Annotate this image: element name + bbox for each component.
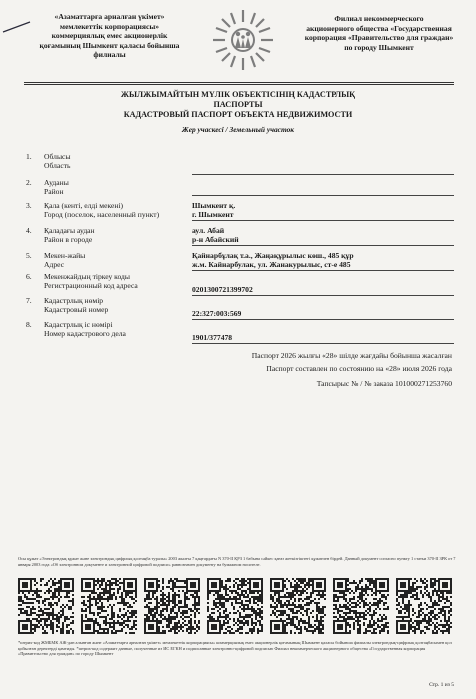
qr-code-icon xyxy=(18,578,74,634)
field-value-ru: г. Шымкент xyxy=(192,210,234,220)
field-value-ru: р-н Абайский xyxy=(192,235,239,245)
field-label-kz: Кадастрлық нөмір xyxy=(44,296,104,305)
header-left-org xyxy=(22,12,197,60)
row-number: 4. xyxy=(26,226,32,235)
row-number: 5. xyxy=(26,251,32,260)
field-underline xyxy=(192,319,454,320)
field-value-kz: Қайнарбұлақ т.а., Жаңақұрылыс көш., 485 құр xyxy=(192,251,354,260)
field-value-kz: аул. Абай xyxy=(192,226,225,235)
header-left-line: «Азаматтарға арналған үкімет» xyxy=(54,12,165,21)
field-underline xyxy=(192,245,454,246)
field-label-kz: Мекенжайдың тіркеу коды xyxy=(44,272,131,281)
field-label-ru: Номер кадастрового дела xyxy=(44,329,126,339)
field-label xyxy=(44,226,95,245)
field-label-ru: Район xyxy=(44,187,64,197)
qr-code-icon xyxy=(270,578,326,634)
header-divider xyxy=(24,84,454,85)
field-value xyxy=(192,201,235,220)
field-value xyxy=(192,251,354,270)
document-title xyxy=(60,90,416,120)
field-value-ru: ж.м. Кайнарбулак, ул. Жанакурылыс, ст-е 485 xyxy=(192,260,351,270)
field-underline xyxy=(192,220,454,221)
qr-code-icon xyxy=(144,578,200,634)
field-underline xyxy=(192,195,454,196)
title-line-kz: ЖЫЛЖЫМАЙТЫН МҮЛІК ОБЪЕКТІСІНІҢ КАДАСТРЛЫҚ xyxy=(120,90,356,99)
field-label-kz: Қаладағы аудан xyxy=(44,226,95,235)
order-number: Тапсырыс № / № заказа 101000271253760 xyxy=(316,379,452,388)
barcode-note: *штрих-код ЖМБМК АЖ-дан алынған және «Азаматтарға арналған үкімет» мемлекеттік корпорациясы» коммерциялық емес акционерлік қоғамының Шымкент қаласы бойынша филиалы электрондық-цифрлық қолтаңбасымен қол қойылған деректерді қамтиды. *штрих-код содержит данные, полученные из ИС ЕГКН и подписанные электронно-цифровой подписью Филиал некоммерческого акционерного общества «Государственная корпорация «Правительство для граждан» по городу Шымкент xyxy=(18,640,452,657)
passport-date-kz: Паспорт 2026 жылғы «28» шілде жағдайы бойынша жасалған xyxy=(251,351,452,360)
government-for-citizens-logo-icon xyxy=(209,6,277,74)
passport-date-ru: Паспорт составлен по состоянию на «28» июля 2026 года xyxy=(266,364,452,373)
qr-code-icon xyxy=(207,578,263,634)
field-label-kz: Мекен-жайы xyxy=(44,251,86,260)
field-label xyxy=(44,272,138,291)
field-label-ru: Район в городе xyxy=(44,235,93,245)
header-right-line: корпорация «Правительство для граждан» xyxy=(304,33,454,43)
field-label xyxy=(44,178,69,197)
qr-code-icon xyxy=(333,578,389,634)
field-underline xyxy=(192,295,454,296)
row-number: 7. xyxy=(26,296,32,305)
row-number: 6. xyxy=(26,272,32,281)
field-label xyxy=(44,320,126,339)
field-value xyxy=(192,226,239,245)
field-value-kz: Шымкент қ. xyxy=(192,201,236,210)
field-label xyxy=(44,296,108,315)
field-underline xyxy=(192,343,454,344)
field-label-ru: Кадастровый номер xyxy=(44,305,109,315)
field-value-ru: 22:327:003:569 xyxy=(192,309,242,318)
field-label-ru: Область xyxy=(44,161,71,171)
field-label xyxy=(44,201,159,220)
field-label xyxy=(44,152,71,171)
header-right-line: Филиал некоммерческого xyxy=(334,14,424,23)
barcode-row xyxy=(18,578,458,636)
header-left-line: мемлекеттік корпорациясы» xyxy=(59,21,160,31)
field-label-kz: Облысы xyxy=(44,152,71,161)
field-label-ru: Регистрационный код адреса xyxy=(44,281,138,291)
header-left-line: қоғамының Шымкент қаласы бойынша xyxy=(39,40,180,50)
row-number: 3. xyxy=(26,201,32,210)
field-label-kz: Қала (кенті, елді мекені) xyxy=(44,201,124,210)
legal-note: Осы құжат «Электрондық құжат және электрондық цифрлық қолтаңба туралы» 2003 жылғы 7 қаңтардағы N 370-II ҚРЗ 1 бабына сәйкес қағаз жеткізгіштегі құжатпен бірдей. Данный документ согласно пункту 1 статьи 370-II ЗРК от 7 января 2003 года «Об электронном документе и электронной цифровой подписи» равнозначен документу на бумажном носителе. xyxy=(18,556,456,567)
header-divider xyxy=(24,82,454,83)
row-number: 1. xyxy=(26,152,32,161)
field-label-ru: Город (поселок, населенный пункт) xyxy=(44,210,160,220)
field-value-ru: 1901/377478 xyxy=(192,333,233,342)
field-label-ru: Адрес xyxy=(44,260,65,270)
passport-info xyxy=(252,350,452,389)
row-number: 8. xyxy=(26,320,32,329)
qr-code-icon xyxy=(81,578,137,634)
field-underline xyxy=(192,270,454,271)
object-type: Жер учаскесі / Земельный участок xyxy=(181,125,295,134)
header-right-org xyxy=(300,14,458,52)
field-underline xyxy=(192,174,454,175)
title-line-kz-2: ПАСПОРТЫ xyxy=(213,100,263,109)
header-right-line: акционерного общества «Государственная xyxy=(306,23,452,33)
field-label-kz: Кадастрлық іс нөмірі xyxy=(44,320,113,329)
header-right-line: по городу Шымкент xyxy=(344,42,414,52)
row-number: 2. xyxy=(26,178,32,187)
page-number: Стр. 1 из 5 xyxy=(429,682,454,688)
field-value-ru: 0201300721399702 xyxy=(192,285,253,294)
title-line-ru: КАДАСТРОВЫЙ ПАСПОРТ ОБЪЕКТА НЕДВИЖИМОСТИ xyxy=(123,110,353,119)
qr-code-icon xyxy=(396,578,452,634)
header-left-line: коммерциялық емес акционерлік xyxy=(51,31,168,41)
header-left-line: филиалы xyxy=(93,50,126,60)
field-label-kz: Ауданы xyxy=(44,178,69,187)
field-label xyxy=(44,251,85,270)
